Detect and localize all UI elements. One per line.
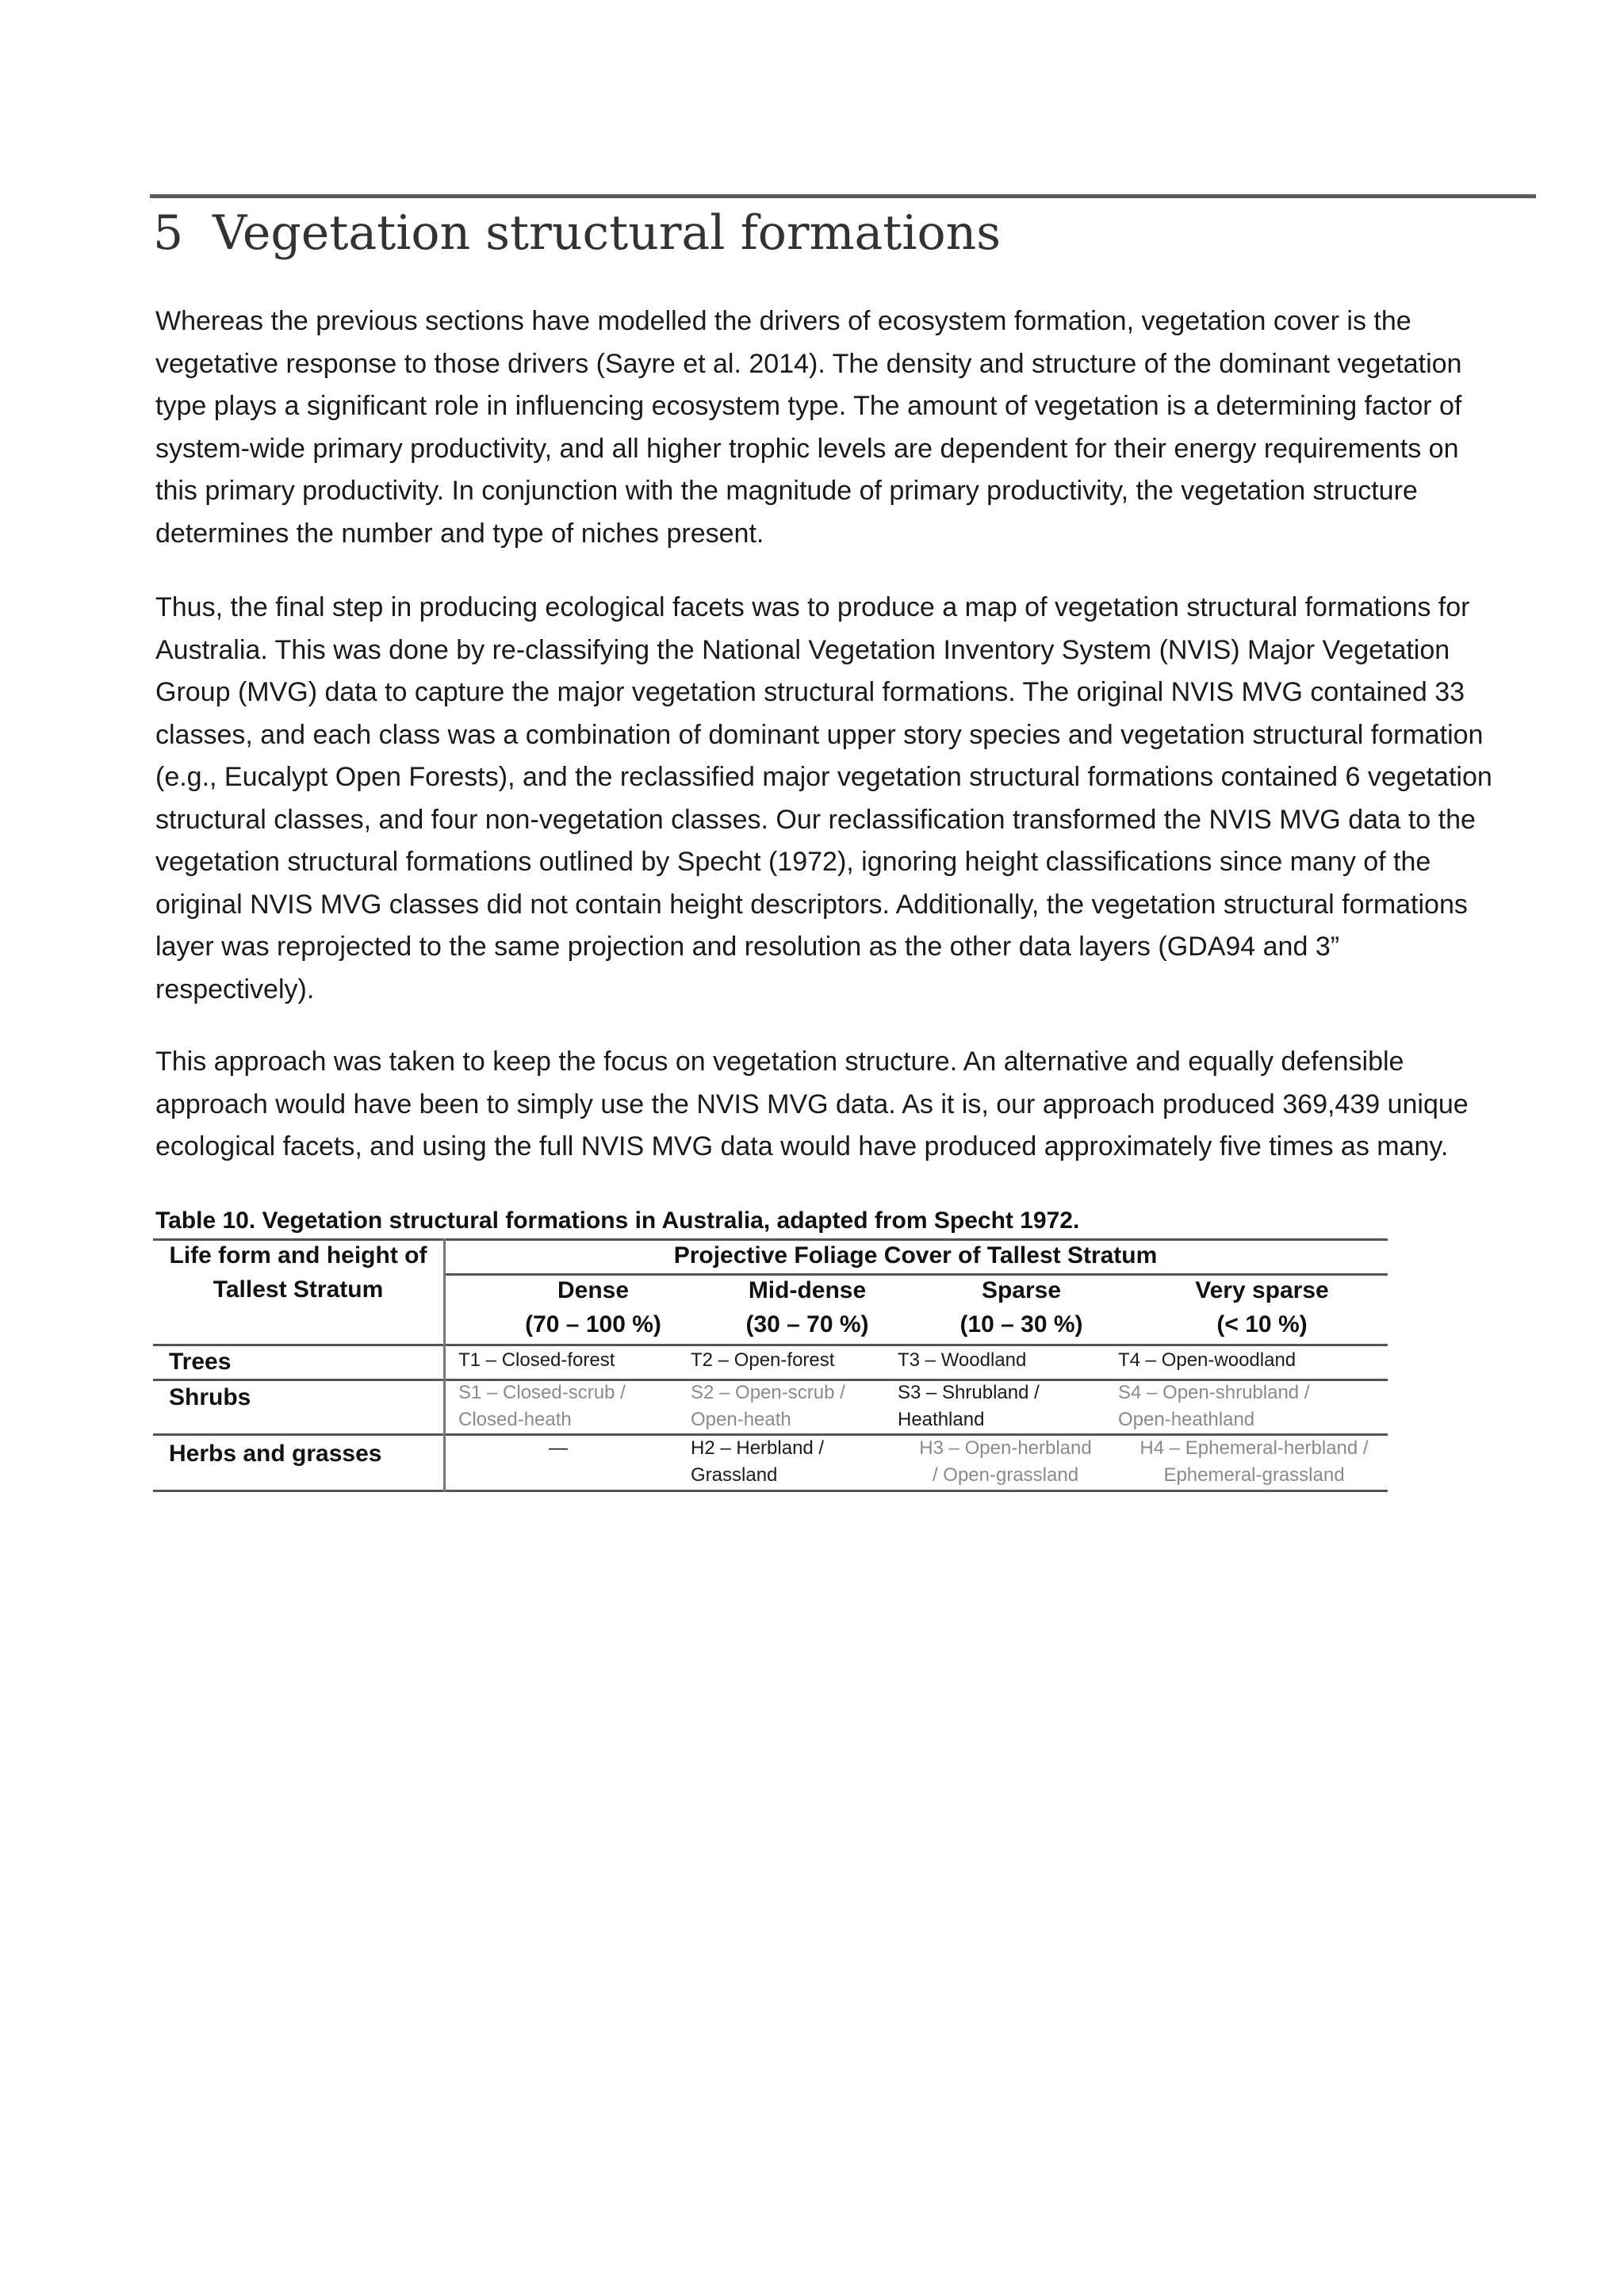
table-cell [458, 1380, 626, 1433]
paragraph-line: respectively). [155, 974, 315, 1004]
row-label-herbs-and-grasses: Herbs and grasses [169, 1441, 382, 1467]
column-range: (30 – 70 %) [745, 1311, 869, 1337]
table-cell [1120, 1435, 1388, 1489]
paragraph-line: Thus, the final step in producing ecological facets was to produce a map of vegetation structural formations for [155, 592, 1470, 622]
table-group-header: Projective Foliage Cover of Tallest Stratum [673, 1242, 1158, 1269]
table-caption: Table 10. Vegetation structural formations in Australia, adapted from Specht 1972. [155, 1207, 1080, 1234]
paragraph-line: Group (MVG) data to capture the major vegetation structural formations. The original NVIS MVG contained 33 [155, 677, 1465, 707]
cell-line: / Open-grassland [932, 1464, 1079, 1486]
vegetation-formations-table [153, 1238, 1388, 1492]
cell-line: Closed-heath [458, 1409, 572, 1430]
cell-line: Ephemeral-grassland [1163, 1464, 1345, 1486]
stub-header-line: Life form and height of [169, 1242, 427, 1269]
paragraph-method [155, 587, 1539, 1011]
paragraph-line: classes, and each class was a combination of dominant upper story species and vegetation structural formation [155, 719, 1484, 750]
cell-line: H4 – Ephemeral-herbland / [1139, 1437, 1369, 1459]
table-cell [691, 1435, 824, 1489]
paragraph-line: system-wide primary productivity, and all higher trophic levels are dependent for their energy requirements on [155, 433, 1459, 464]
table-cell [1118, 1380, 1310, 1433]
column-name: Dense [557, 1277, 630, 1303]
paragraph-line: vegetation structural formations outlined by Specht (1972), ignoring height classifications since many of the [155, 847, 1431, 877]
paragraph-line: vegetative response to those drivers (Sayre et al. 2014). The density and structure of the dominant vegetation [155, 348, 1462, 379]
table-cell: T1 – Closed-forest [458, 1349, 615, 1371]
table-cell [898, 1380, 1040, 1433]
table-cell [891, 1435, 1120, 1489]
paragraph-intro [155, 300, 1539, 555]
paragraph-line: type plays a significant role in influencing ecosystem type. The amount of vegetation is a determining factor of [155, 391, 1462, 421]
paragraph-line: Australia. This was done by re-classifying the National Vegetation Inventory System (NVIS) Major Vegetation [155, 634, 1450, 665]
table-cell [691, 1380, 845, 1433]
table-cell: T4 – Open-woodland [1118, 1349, 1297, 1371]
paragraph-line: (e.g., Eucalypt Open Forests), and the reclassified major vegetation structural formations contained 6 vegetation [155, 762, 1492, 792]
stub-header-line: Tallest Stratum [213, 1276, 384, 1303]
paragraph-line: Whereas the previous sections have modelled the drivers of ecosystem formation, vegetation cover is the [155, 306, 1411, 336]
column-header-dense [478, 1273, 708, 1341]
column-name: Very sparse [1195, 1277, 1329, 1303]
column-name: Mid-dense [748, 1277, 867, 1303]
cell-line: Open-heathland [1118, 1409, 1255, 1430]
paragraph-line: this primary productivity. In conjunction with the magnitude of primary productivity, the vegetation structure [155, 476, 1418, 506]
table-cell-empty-dash: — [549, 1437, 568, 1459]
paragraph-line: This approach was taken to keep the focus on vegetation structure. An alternative and equally defensible [155, 1047, 1404, 1077]
paragraph-line: structural classes, and four non-vegetation classes. Our reclassification transformed the NVIS MVG data to the [155, 804, 1476, 835]
cell-line: S1 – Closed-scrub / [458, 1382, 626, 1403]
table-stub-header [153, 1238, 443, 1307]
column-range: (10 – 30 %) [959, 1311, 1083, 1337]
column-name: Sparse [981, 1277, 1062, 1303]
section-top-rule [150, 194, 1536, 198]
paragraph-line: original NVIS MVG classes did not contain height descriptors. Additionally, the vegetation structural formations [155, 889, 1468, 920]
column-header-sparse [906, 1273, 1136, 1341]
paragraph-line: layer was reprojected to the same projection and resolution as the other data layers (GDA94 and 3” [155, 932, 1340, 962]
table-bottom-rule [153, 1490, 1388, 1492]
cell-line: S3 – Shrubland / [898, 1382, 1040, 1403]
table-cell: T3 – Woodland [898, 1349, 1027, 1371]
cell-line: Grassland [691, 1464, 778, 1486]
section-title: Vegetation structural formations [213, 205, 1002, 261]
column-header-very-sparse [1136, 1273, 1388, 1341]
cell-line: H2 – Herbland / [691, 1437, 825, 1459]
cell-line: H3 – Open-herbland [919, 1437, 1092, 1459]
section-number: 5 [153, 205, 184, 261]
paragraph-line: ecological facets, and using the full NVIS MVG data would have produced approximately five times as many. [155, 1131, 1449, 1161]
paragraph-line: approach would have been to simply use the NVIS MVG data. As it is, our approach produced 369,439 unique [155, 1089, 1469, 1119]
paragraph-line: determines the number and type of niches present. [155, 518, 764, 549]
cell-line: Open-heath [691, 1409, 791, 1430]
column-header-mid-dense [708, 1273, 906, 1341]
row-label-shrubs: Shrubs [169, 1384, 251, 1410]
column-range: (70 – 100 %) [525, 1311, 661, 1337]
table-cell: T2 – Open-forest [691, 1349, 835, 1371]
row-label-trees: Trees [169, 1349, 232, 1375]
section-heading [153, 200, 1001, 266]
column-range: (< 10 %) [1216, 1311, 1308, 1337]
cell-line: Heathland [898, 1409, 985, 1430]
table-header-rule [153, 1344, 1388, 1346]
cell-line: S4 – Open-shrubland / [1118, 1382, 1310, 1403]
paragraph-approach [155, 1041, 1539, 1169]
cell-line: S2 – Open-scrub / [691, 1382, 845, 1403]
